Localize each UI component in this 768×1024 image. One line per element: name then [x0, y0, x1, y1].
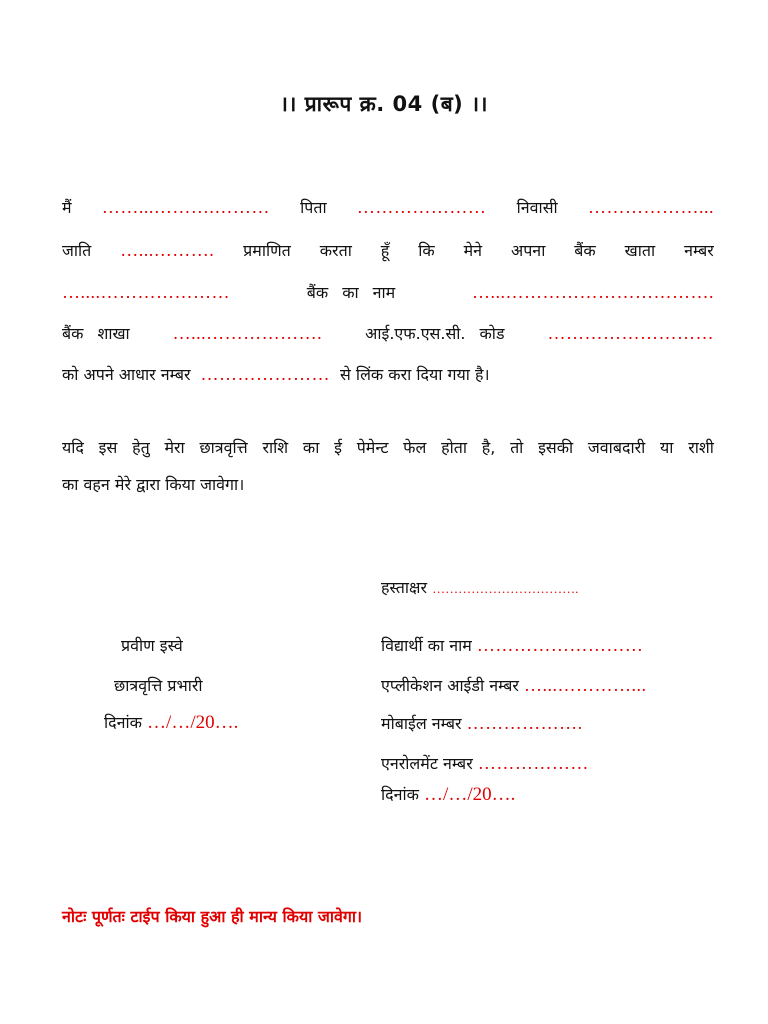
student-name-label: विद्यार्थी का नाम [381, 636, 472, 655]
word: यदि [62, 438, 84, 457]
word: जवाबदारी [587, 438, 646, 457]
student-date [381, 783, 515, 806]
word: बैंक [574, 241, 596, 260]
form-title: ।। प्रारूप क्र. 04 (ब) ।। [279, 92, 489, 116]
word: हूँ [380, 241, 390, 260]
typed-only-note: नोटः पूर्णतः टाईप किया हुआ ही मान्य किया जावेगा। [62, 907, 363, 926]
enrolment-row [381, 752, 589, 774]
word: होता [441, 438, 467, 457]
officer-date [104, 711, 238, 734]
word: शाखा [97, 324, 130, 343]
word: मेने [463, 241, 483, 260]
word: मैं [62, 198, 72, 217]
blank-residence: ………………... [587, 197, 714, 217]
word: अपना [511, 241, 546, 260]
word: हेतु [132, 438, 150, 457]
word: या [660, 438, 674, 457]
blank-account: …....………………… [62, 282, 230, 302]
mobile-dots: ………………. [466, 713, 583, 733]
blank-aadhaar: ………………… [200, 364, 331, 384]
word: प्रमाणित [243, 241, 291, 260]
word: राशी [688, 438, 714, 457]
word: जाति [62, 241, 92, 260]
word: छात्रवृत्ति [199, 438, 248, 457]
word: नम्बर [684, 241, 714, 260]
para2-line2: का वहन मेरे द्वारा किया जावेगा। [62, 475, 245, 494]
word: कि [418, 241, 435, 260]
word: नाम [372, 283, 396, 302]
blank-father: ………………… [356, 197, 487, 217]
word: पेमेन्ट [356, 438, 389, 457]
signature-line [381, 576, 578, 598]
student-date-value: …/…/20…. [424, 784, 516, 805]
officer-designation: छात्रवृत्ति प्रभारी [114, 676, 203, 695]
app-id-dots: …...…………... [524, 675, 647, 695]
word: बैंक [306, 283, 329, 302]
word: को अपने आधार नम्बर [62, 365, 191, 384]
para2-line1 [62, 436, 714, 458]
word: आई.एफ.एस.सी. [365, 324, 466, 343]
signature-label: हस्ताक्षर [381, 578, 428, 597]
word: इस [98, 438, 118, 457]
word: निवासी [516, 198, 558, 217]
para1-line1 [62, 196, 714, 218]
word: पिता [300, 198, 327, 217]
para1-line4 [62, 322, 714, 344]
word: बैंक [62, 324, 84, 343]
enrolment-dots: ……………… [477, 753, 589, 773]
bank-name-label [307, 281, 395, 303]
student-date-label: दिनांक [381, 785, 419, 804]
word: इसकी [538, 438, 574, 457]
student-name-row [381, 634, 643, 656]
word: है, [481, 438, 496, 457]
word: तो [510, 438, 524, 457]
enrolment-label: एनरोलमेंट नम्बर [381, 754, 473, 773]
branch-label [62, 322, 130, 344]
officer-date-label: दिनांक [104, 713, 142, 732]
word: कोड [479, 324, 505, 343]
officer-name: प्रवीण इस्वे [121, 636, 183, 655]
word: का [342, 283, 359, 302]
ifsc-label [365, 322, 504, 344]
app-id-row [381, 674, 647, 696]
blank-bank-name: …...……………………………. [472, 282, 714, 302]
blank-caste: …...………. [120, 240, 215, 260]
word: से लिंक करा दिया गया है। [340, 365, 490, 384]
word: करता [319, 241, 352, 260]
app-id-label: एप्लीकेशन आईडी नम्बर [381, 676, 519, 695]
mobile-row [381, 712, 583, 734]
officer-date-value: …/…/20…. [147, 712, 239, 733]
word: राशि [262, 438, 289, 457]
student-name-dots: ……………………… [476, 635, 644, 655]
blank-branch: …...………………. [172, 323, 323, 343]
para1-line5 [62, 363, 714, 385]
blank-ifsc: ……………………… [547, 323, 714, 343]
word: का [302, 438, 320, 457]
para1-line3 [62, 281, 714, 303]
word: ई [334, 438, 342, 457]
word: मेरा [164, 438, 185, 457]
para1-line2 [62, 239, 714, 261]
blank-name: ……...……….……… [101, 197, 270, 217]
mobile-label: मोबाईल नम्बर [381, 714, 462, 733]
word: खाता [624, 241, 656, 260]
signature-dots: ……………………………. [432, 581, 579, 596]
word: फेल [403, 438, 427, 457]
